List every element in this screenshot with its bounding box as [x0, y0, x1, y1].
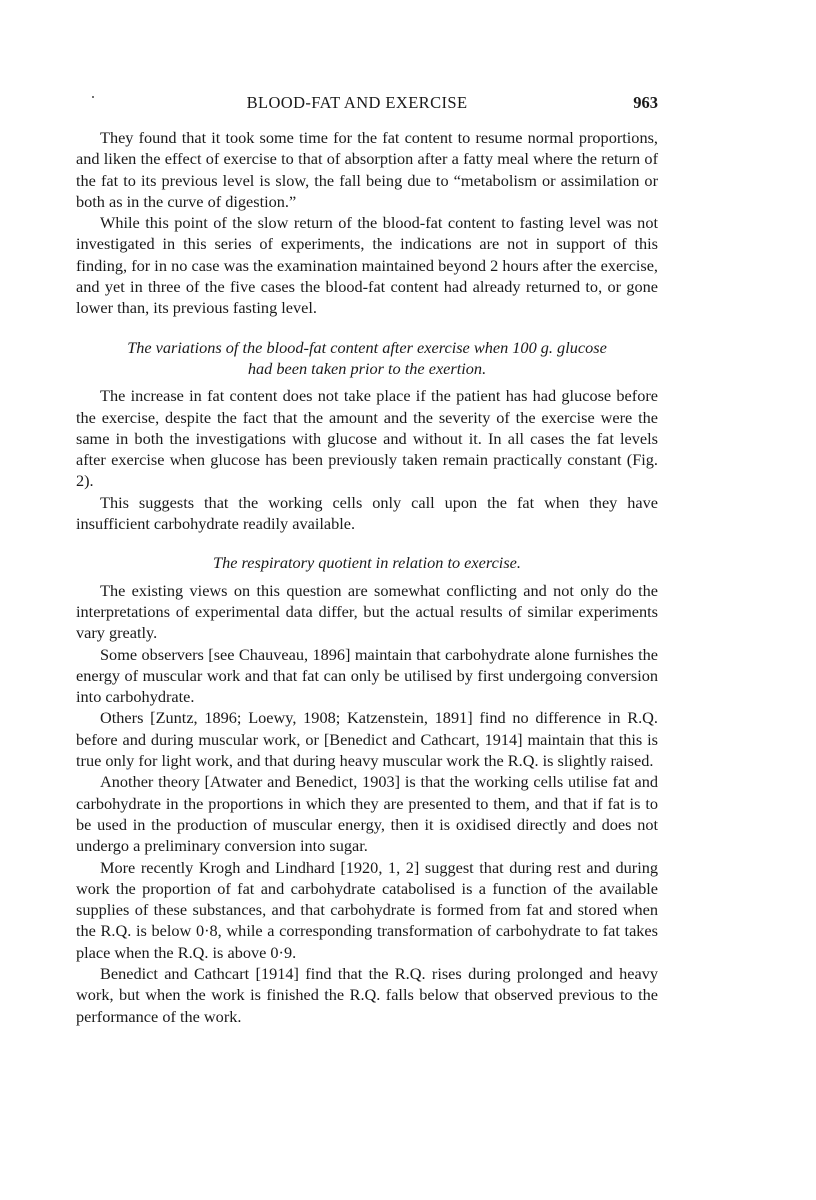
body-paragraph: They found that it took some time for the fat content to resume normal proportions, and liken the effect of exercise to that of absorption after a fatty meal where the return of the fat to its previous level is slow, the fall being due to “metabolism or assimilation or both as in the curve of digestion.”: [76, 128, 658, 211]
running-title: BLOOD-FAT AND EXERCISE: [246, 93, 468, 112]
page-number: 963: [633, 93, 658, 112]
body-paragraph: While this point of the slow return of the blood-fat content to fasting level was not investigated in this series of experiments, the indications are not in support of this finding, for in no case was the examination maintained beyond 2 hours after the exercise, and yet in three of the five cases the blood-fat content had already returned to, or gone lower than, its previous fasting level.: [76, 213, 658, 318]
body-paragraph: More recently Krogh and Lindhard [1920, 1, 2] suggest that during rest and during work the proportion of fat and carbohydrate catabolised is a function of the available supplies of these substances, and that carbohydrate is formed from fat and stored when the R.Q. is below 0·8, while a corresponding transformation of carbohydrate to fat takes place when the R.Q. is above 0·9.: [76, 857, 658, 962]
body-paragraph: Others [Zuntz, 1896; Loewy, 1908; Katzenstein, 1891] find no difference in R.Q. before and during muscular work, or [Benedict and Cathcart, 1914] maintain that this is true only for light work, and that during heavy muscular work the R.Q. is slightly raised.: [76, 708, 658, 771]
section-heading-rq: The respiratory quotient in relation to exercise.: [213, 553, 521, 573]
body-paragraph: This suggests that the working cells only call upon the fat when they have insufficient carbohydrate readily available.: [76, 492, 658, 534]
section-heading-glucose: The variations of the blood-fat content after exercise when 100 g. glucose had been taken prior to the exertion.: [127, 337, 607, 378]
body-paragraph: Some observers [see Chauveau, 1896] maintain that carbohydrate alone furnishes the energy of muscular work and that fat can only be utilised by first undergoing conversion into carbohydrate.: [76, 644, 658, 707]
body-paragraph: Benedict and Cathcart [1914] find that the R.Q. rises during prolonged and heavy work, but when the work is finished the R.Q. falls below that observed previous to the performance of the work.: [76, 963, 658, 1026]
body-paragraph: The existing views on this question are somewhat conflicting and not only do the interpretations of experimental data differ, but the actual results of similar experiments vary greatly.: [76, 580, 658, 643]
body-paragraph: The increase in fat content does not take place if the patient has had glucose before the exercise, despite the fact that the amount and the severity of the exercise were the same in both the investigations with glucose and without it. In all cases the fat levels after exercise when glucose has been previously taken remain practically constant (Fig. 2).: [76, 386, 658, 491]
journal-page: [76, 92, 658, 1027]
body-paragraph: Another theory [Atwater and Benedict, 1903] is that the working cells utilise fat and carbohydrate in the proportions in which they are presented to them, and that if fat is to be used in the production of muscular energy, then it is oxidised directly and does not undergo a preliminary conversion into sugar.: [76, 772, 658, 856]
running-header: [76, 92, 658, 116]
